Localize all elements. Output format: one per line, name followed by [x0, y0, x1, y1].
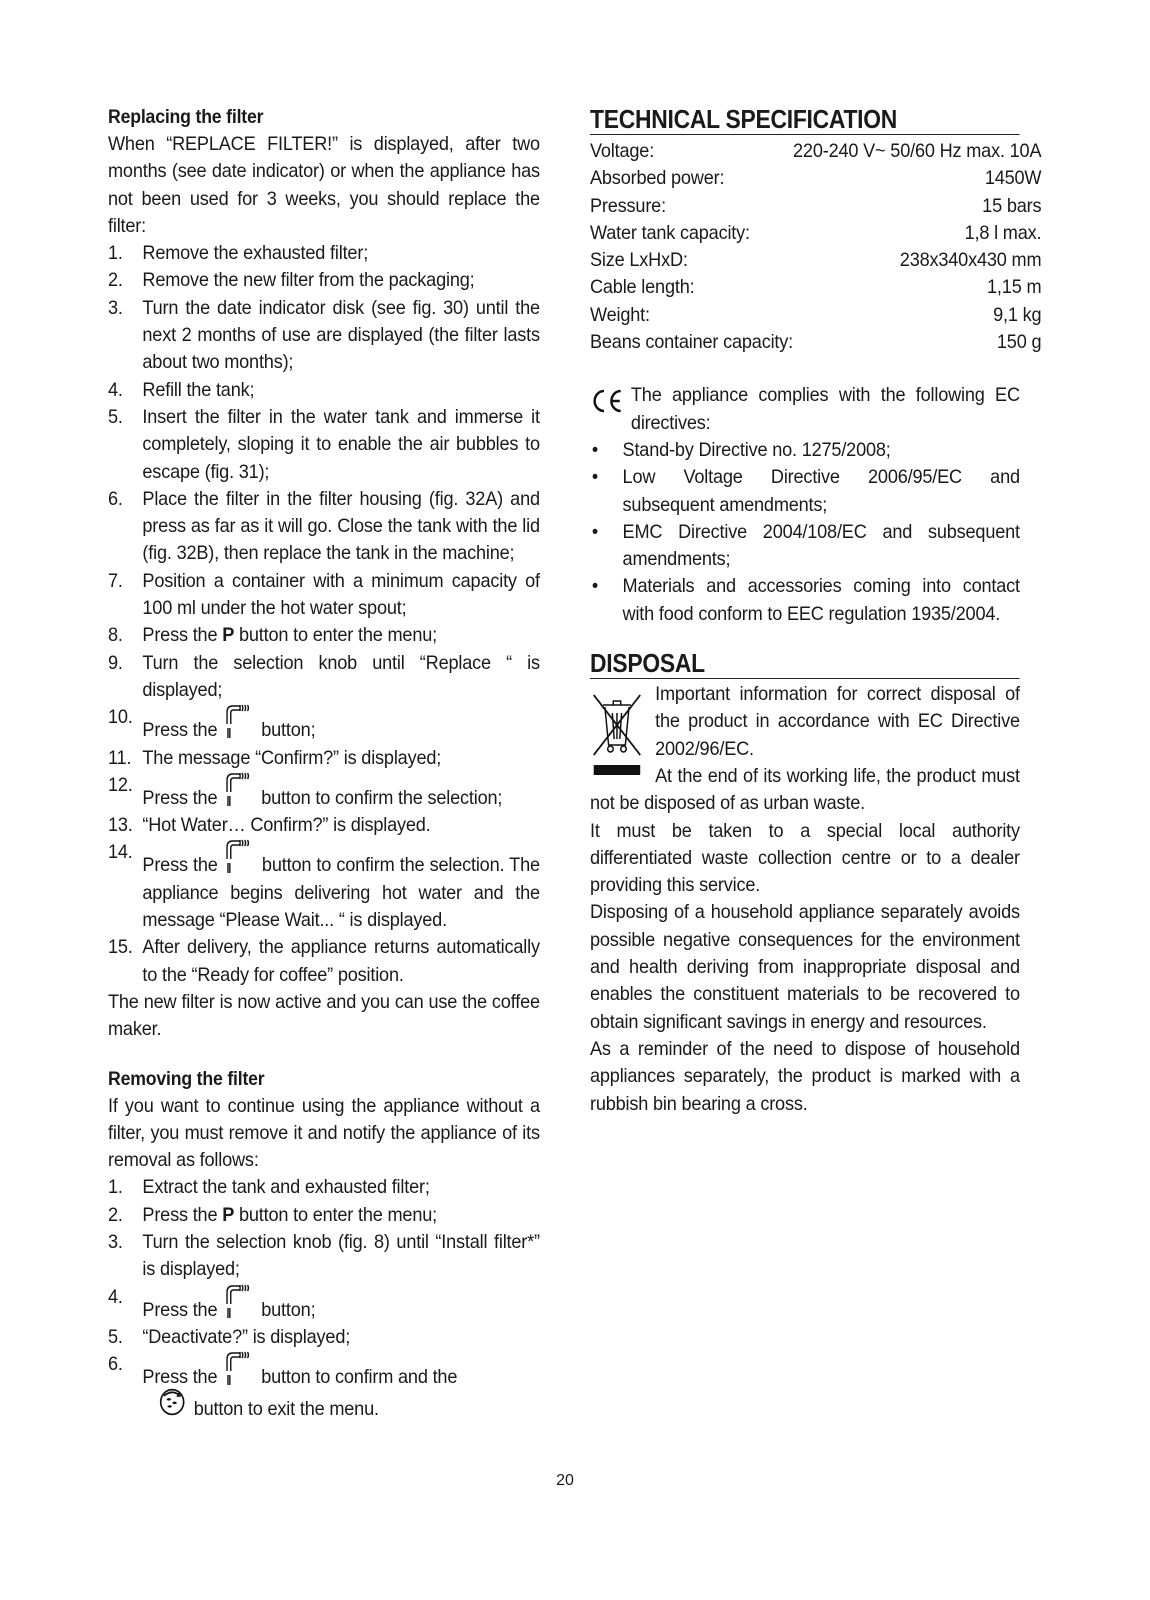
list-item — [108, 1174, 540, 1201]
list-item — [108, 404, 540, 486]
list-item — [108, 704, 540, 744]
step-number: 1. — [108, 1176, 123, 1199]
list-item — [108, 1324, 540, 1351]
spec-row — [590, 247, 1041, 274]
spec-value: 9,1 kg — [993, 303, 1042, 326]
spec-label: Size LxHxD: — [590, 249, 688, 272]
ce-text: The appliance complies with the following EC directives: — [630, 384, 1020, 434]
spec-label: Beans container capacity: — [590, 331, 794, 354]
spec-value: 15 bars — [982, 194, 1042, 217]
removing-intro: If you want to continue using the appliance without a filter, you must remove it and notify the appliance of its removal as follows: — [108, 1094, 540, 1172]
step-text-part: button to enter the menu; — [234, 624, 437, 647]
directive-text: EMC Directive 2004/108/EC and subsequent amendments; — [622, 520, 1020, 571]
step-text-part: button; — [256, 1298, 316, 1321]
step-number: 12. — [108, 773, 133, 796]
bullet-icon: • — [591, 575, 599, 598]
spec-table — [590, 138, 1041, 356]
step-text: “Hot Water… Confirm?” is displayed. — [142, 814, 431, 837]
directive-text: Low Voltage Directive 2006/95/EC and subsequent amendments; — [622, 466, 1020, 516]
step-text — [142, 719, 315, 741]
p-button-label: P — [222, 624, 235, 647]
spec-row — [590, 274, 1041, 301]
page-number: 20 — [556, 1472, 574, 1489]
step-text: Turn the selection knob until “Replace “ is displayed; — [142, 651, 540, 701]
list-item — [590, 519, 1020, 574]
p-button-label: P — [222, 1203, 235, 1226]
step-number: 14. — [108, 841, 133, 864]
step-text-part: button to confirm and the — [256, 1366, 458, 1389]
list-item — [108, 377, 540, 404]
removing-steps-list — [108, 1174, 540, 1423]
list-item — [590, 437, 1020, 464]
list-item — [108, 1229, 540, 1284]
replacing-intro: When “REPLACE FILTER!” is displayed, after two months (see date indicator) or when the appliance has not been used for 3 weeks, you should replace the filter: — [108, 133, 540, 237]
list-item — [108, 772, 540, 812]
step-number: 13. — [108, 814, 133, 837]
list-item — [108, 486, 540, 568]
step-text-part: Press the — [142, 1203, 223, 1226]
spec-value: 220-240 V~ 50/60 Hz max. 10A — [793, 140, 1042, 162]
step-text-part: button to confirm the selection; — [256, 786, 503, 809]
spec-label: Cable length: — [590, 276, 695, 299]
hot-water-icon — [217, 772, 256, 790]
step-number: 2. — [108, 269, 123, 292]
spec-row — [590, 165, 1041, 192]
ce-statement — [590, 382, 1020, 437]
list-item — [108, 295, 540, 377]
step-text-part: Press the — [142, 624, 223, 647]
list-item — [108, 1202, 540, 1229]
step-number: 1. — [108, 242, 123, 265]
spec-row — [590, 220, 1041, 247]
step-text — [142, 787, 502, 809]
list-item — [108, 622, 540, 649]
hot-water-icon — [217, 704, 256, 722]
step-text: Extract the tank and exhausted filter; — [142, 1176, 430, 1199]
disposal-title: DISPOSAL — [590, 648, 1020, 679]
step-text: Insert the filter in the water tank and immerse it completely, sloping it to enable the air bubbles to escape (fig. 31); — [142, 405, 540, 483]
exit-menu-icon — [155, 1391, 188, 1409]
crossed-bin-icon — [590, 689, 646, 777]
list-item — [590, 464, 1020, 519]
step-text-part: Press the — [142, 1366, 218, 1389]
list-item — [108, 568, 540, 623]
bullet-icon: • — [591, 438, 599, 461]
step-text: After delivery, the appliance returns automatically to the “Ready for coffee” position. — [142, 936, 540, 986]
replacing-outro: The new filter is now active and you can use the coffee maker. — [108, 990, 540, 1041]
bullet-icon: • — [591, 466, 599, 489]
step-number: 4. — [108, 1285, 123, 1308]
hot-water-icon — [217, 1284, 256, 1302]
spec-value: 1,15 m — [987, 276, 1042, 299]
step-text: Remove the exhausted filter; — [142, 242, 369, 265]
step-number: 6. — [108, 487, 123, 510]
replacing-steps-list — [108, 240, 540, 989]
step-number: 6. — [108, 1353, 123, 1376]
directive-list — [590, 437, 1020, 628]
step-text-part: Press the — [142, 854, 218, 877]
step-number: 3. — [108, 1230, 123, 1253]
step-text-part: button; — [256, 719, 316, 742]
left-column — [108, 104, 540, 1424]
step-number: 3. — [108, 296, 123, 319]
step-text — [142, 1204, 437, 1226]
spec-row — [590, 138, 1041, 165]
list-item — [108, 1284, 540, 1324]
disposal-intro: Important information for correct disposal of the product in accordance with EC Directive 2002/96/EC. — [655, 683, 1020, 760]
step-number: 11. — [108, 746, 132, 769]
directive-text: Materials and accessories coming into contact with food conform to EEC regulation 1935/2004. — [622, 575, 1020, 625]
list-item — [108, 1351, 540, 1424]
spec-label: Pressure: — [590, 194, 666, 217]
disposal-paragraphs — [590, 763, 1020, 1118]
bullet-icon: • — [591, 520, 599, 543]
ce-mark-icon — [590, 388, 625, 414]
spec-value: 1450W — [984, 167, 1042, 190]
hot-water-icon — [218, 839, 257, 857]
list-item — [108, 839, 540, 934]
step-text — [142, 1299, 315, 1321]
step-number: 4. — [108, 378, 123, 401]
list-item — [590, 573, 1020, 628]
step-text: Place the filter in the filter housing (fig. 32A) and press as far as it will go. Close the tank with the lid (fig. 32B), then replace the tank in the machine; — [142, 487, 540, 565]
step-text-part: button to exit the menu. — [188, 1398, 379, 1421]
step-number: 10. — [108, 706, 133, 729]
step-text: “Deactivate?” is displayed; — [142, 1325, 351, 1348]
spec-row — [590, 329, 1041, 356]
list-item — [108, 267, 540, 294]
step-text — [142, 1366, 457, 1420]
step-number: 9. — [108, 651, 123, 674]
spec-value: 150 g — [996, 331, 1042, 354]
spec-row — [590, 302, 1041, 329]
disposal-paragraph: At the end of its working life, the product must not be disposed of as urban waste. — [590, 764, 1020, 815]
spec-label: Weight: — [590, 303, 650, 326]
list-item — [108, 934, 540, 989]
step-text — [142, 854, 539, 931]
spec-label: Voltage: — [590, 140, 655, 162]
right-column — [590, 104, 1042, 1118]
step-number: 8. — [108, 624, 123, 647]
spec-label: Absorbed power: — [590, 167, 725, 190]
step-text: Refill the tank; — [142, 378, 255, 401]
step-text: Turn the selection knob (fig. 8) until “Install filter*” is displayed; — [142, 1230, 540, 1281]
spec-value: 238x340x430 mm — [899, 249, 1042, 272]
step-text-part: button to confirm the selection. The appliance begins delivering hot water and the message “Please Wait... “ is displayed. — [142, 854, 540, 932]
directive-text: Stand-by Directive no. 1275/2008; — [622, 438, 891, 461]
list-item — [108, 745, 540, 772]
spec-row — [590, 193, 1041, 220]
step-text-part: Press the — [142, 786, 218, 809]
disposal-paragraph: As a reminder of the need to dispose of household appliances separately, the product is marked with a rubbish bin bearing a cross. — [590, 1037, 1020, 1115]
step-text-part: button to enter the menu; — [234, 1203, 437, 1226]
technical-specification-title: TECHNICAL SPECIFICATION — [590, 104, 1020, 135]
spec-label: Water tank capacity: — [590, 221, 750, 244]
step-number: 2. — [108, 1203, 123, 1226]
step-number: 5. — [108, 1325, 123, 1348]
list-item — [108, 812, 540, 839]
step-text: Turn the date indicator disk (see fig. 30) until the next 2 months of use are displayed (the filter lasts about two months); — [142, 296, 540, 374]
list-item — [108, 240, 540, 267]
spec-value: 1,8 l max. — [964, 221, 1042, 244]
step-text: Remove the new filter from the packaging; — [142, 269, 475, 292]
removing-filter-heading: Removing the filter — [108, 1068, 265, 1090]
step-number: 15. — [108, 936, 133, 959]
step-text: The message “Confirm?” is displayed; — [142, 746, 442, 769]
step-text — [142, 624, 437, 646]
list-item — [108, 650, 540, 705]
step-text: Position a container with a minimum capacity of 100 ml under the hot water spout; — [142, 569, 540, 620]
replacing-filter-heading: Replacing the filter — [108, 107, 264, 128]
hot-water-icon — [217, 1351, 256, 1369]
step-number: 7. — [108, 569, 123, 592]
disposal-paragraph: Disposing of a household appliance separately avoids possible negative consequences for the environment and health deriving from inappropriate disposal and enables the constituent materials to be recovered to obtain significant savings in energy and resources. — [590, 901, 1020, 1033]
step-text-part: Press the — [142, 1298, 218, 1321]
step-text-part: Press the — [142, 719, 218, 742]
step-number: 5. — [108, 405, 123, 428]
disposal-paragraph: It must be taken to a special local authority differentiated waste collection centre or to a dealer providing this service. — [590, 819, 1020, 897]
